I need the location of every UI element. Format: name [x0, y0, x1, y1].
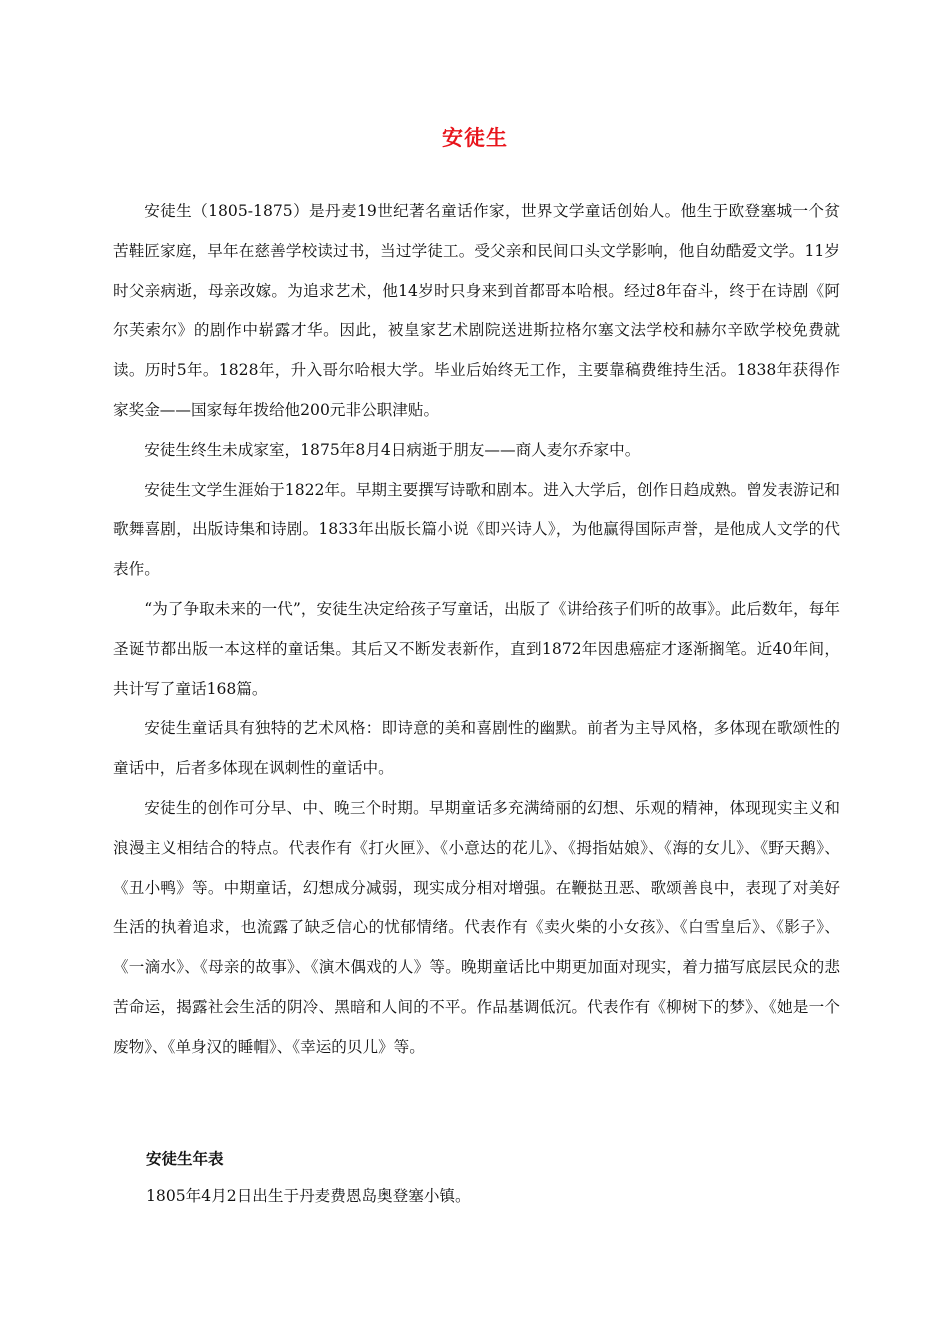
paragraph-fairy-tales: “为了争取未来的一代”，安徒生决定给孩子写童话，出版了《讲给孩子们听的故事》。此后数年，每年圣诞节都出版一本这样的童话集。其后又不断发表新作，直到1872年因患癌症才逐渐搁笔。近40年间，共计写了童话168篇。 — [113, 599, 840, 698]
paragraph-death: 安徒生终生未成家室，1875年8月4日病逝于朋友——商人麦尔乔家中。 — [144, 440, 641, 459]
paragraph-periods: 安徒生的创作可分早、中、晚三个时期。早期童话多充满绮丽的幻想、乐观的精神，体现现实主义和浪漫主义相结合的特点。代表作有《打火匣》、《小意达的花儿》、《拇指姑娘》、《海的女儿》、《野天鹅》、《丑小鸭》等。中期童话，幻想成分减弱，现实成分相对增强。在鞭挞丑恶、歌颂善良中，表现了对美好生活的执着追求，也流露了缺乏信心的忧郁情绪。代表作有《卖火柴的小女孩》、《白雪皇后》、《影子》、《一滴水》、《母亲的故事》、《演木偶戏的人》等。晚期童话比中期更加面对现实，着力描写底层民众的悲苦命运，揭露社会生活的阴冷、黑暗和人间的不平。作品基调低沉。代表作有《柳树下的梦》、《她是一个废物》、《单身汉的睡帽》、《幸运的贝儿》等。 — [113, 798, 840, 1056]
timeline-list — [146, 1183, 471, 1209]
paragraph-early-career: 安徒生文学生涯始于1822年。早期主要撰写诗歌和剧本。进入大学后，创作日趋成熟。曾发表游记和歌舞喜剧，出版诗集和诗剧。1833年出版长篇小说《即兴诗人》，为他赢得国际声誉，是他成人文学的代表作。 — [113, 480, 840, 579]
page-title: 安徒生 — [442, 126, 508, 150]
paragraph-style: 安徒生童话具有独特的艺术风格：即诗意的美和喜剧性的幽默。前者为主导风格，多体现在歌颂性的童话中，后者多体现在讽刺性的童话中。 — [113, 719, 840, 778]
paragraph-biography: 安徒生（1805-1875）是丹麦19世纪著名童话作家，世界文学童话创始人。他生于欧登塞城一个贫苦鞋匠家庭，早年在慈善学校读过书，当过学徒工。受父亲和民间口头文学影响，他自幼酷爱文学。11岁时父亲病逝，母亲改嫁。为追求艺术，他14岁时只身来到首都哥本哈根。经过8年奋斗，终于在诗剧《阿尔芙索尔》的剧作中崭露才华。因此，被皇家艺术剧院送进斯拉格尔塞文法学校和赫尔辛欧学校免费就读。历时5年。1828年，升入哥尔哈根大学。毕业后始终无工作，主要靠稿费维持生活。1838年获得作家奖金——国家每年拨给他200元非公职津贴。 — [113, 202, 840, 419]
timeline-heading: 安徒生年表 — [146, 1150, 224, 1168]
article-body — [113, 192, 840, 1068]
timeline-entry: 1805年4月2日出生于丹麦费恩岛奥登塞小镇。 — [146, 1187, 471, 1205]
